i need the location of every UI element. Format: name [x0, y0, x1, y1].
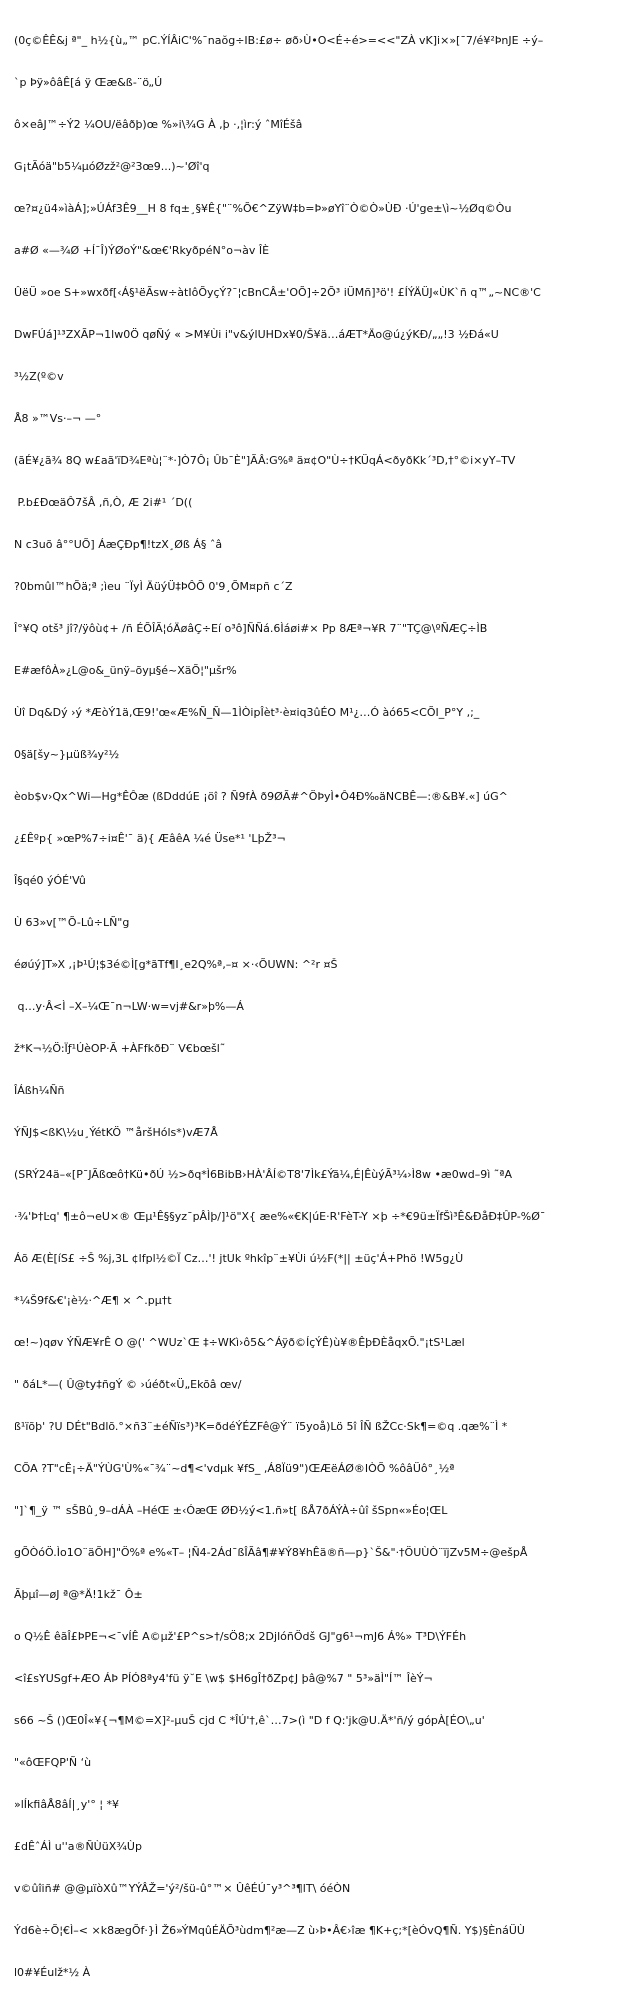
text-line: "«ôŒFQP'Ñ ‘ù: [14, 1756, 92, 1769]
text-line: 0§ä[šy~}µüß¾y²½: [14, 748, 120, 761]
text-line: ô×eâJ™÷Ý2 ¼OU/ëâðþ)œ %»i\¾G À ,þ ·,¦ìr:ý ˆMîÉšâ: [14, 118, 303, 131]
text-line: £dÊˆÁÌ u''a®ÑÙüX¾Ùp: [14, 1840, 142, 1853]
text-line: ÎÁßh¼Ññ: [14, 1084, 65, 1097]
text-line: éøúý]T»X ,¡Þ¹Ú¦$3é©Ì[g*ãTf¶I¸e2Q%ª‚–¤ ×·‹ÕUWN: ^²r ¤Š: [14, 958, 338, 971]
text-line: v©ûîiñ# @@µïòXû™YÝÂŽ='ý²/šü-û°™× ÛêÉÚ¯y³^³¶lT\ óéÒN: [14, 1882, 351, 1895]
text-line: ¿£Êºp{ »œP%7÷i¤Ê'¯ ä){ ÆâêA ¼é Üse*¹ 'LþŽ³¬: [14, 832, 286, 845]
text-line: (0ç©ÊÊ&j ª"_ h½{ù„™ pC.ÝÍÂiC'%¯naŏg÷IB:£ø÷ øð›Ù•O<É÷é>=<<"ZÀ vK]i×»[¯7/é¥²ÞnJE ÷ý–: [14, 34, 544, 47]
text-line: a#Ø «—¾Ø +Í¯Î)ÝØoÝ"&œ€'RkyðpéN°o¬àv ÎÈ: [14, 244, 270, 257]
text-line: œ?¤¿ü4»ìàÁ];»ÚÁf3Ê9__H 8 fq±¸§¥Ê{"¨%Õ€^ZÿW‡b=Þ»øYî¨Ò©Ò»ÙÐ ·Ú'ge±\ì~½Øq©Òu: [14, 202, 512, 215]
text-line: ÛëÜ »oe S+»wxðf[‹Á§¹ëÃsw÷àtIôÕyçÝ?¯¦cBnCÂ±'OÕ]÷2Õ³ iÜMñ]³ö'! £ÍÝÄÜJ«ÙK`ñ q™„~NC®'C: [14, 286, 541, 299]
text-line: E#æfôÀ»¿L@o&_ünÿ–õyµ§é~XäÕ¦"µšr%: [14, 664, 237, 677]
text-line: (SRÝ24ä–«[P¯JÃßœô†Kü•ðÚ ½>ðq*Ì6BibB›HÀ'ÂÍ©T8'7Ìk£Ýã¼‚É|ÊùýÃ³¼›Ì8w •æ0wd–9ì ˜ªA: [14, 1168, 512, 1181]
text-line: œ!~)qøv ÝÑÆ¥rÊ O @(' ^WUz`Œ ‡÷WKì›ô5&^Áÿð©ÍçÝÊ)ù¥®ÊþÐÈåqxÕ."¡tS¹Læl: [14, 1336, 465, 1349]
text-line: `p Þÿ»ôâÊ[á ÿ Œæ&ß-¨ö„Ú: [14, 76, 163, 89]
text-line: N c3uõ â°°UÕ] ÁæÇÐp¶!tzX¸Øß Á§ ˆâ: [14, 538, 223, 551]
text-line: CÕA ?T"cÊ¡÷Ä"ÝÙG'Ù%«¯¾¨~d¶<'vdµk ¥fS_ ,Á8Ïü9")ŒÆëÁØ®IÒÕ %ôâÜô°¸½ª: [14, 1462, 455, 1475]
text-line: "]`¶_ÿ ™ sŠBû¸9–dÁÀ –HéŒ ±‹ÓæŒ ØÐ½ý<1.ñ»t[ ßÅ7ðÁÝÀ÷ûî šSpn«»Éo¦ŒL: [14, 1504, 448, 1517]
text-line: G¡tÃóä"b5¼µóØzž²@²3œ9...)~'Øî'q: [14, 160, 210, 173]
text-line: ³½Z(º©v: [14, 370, 64, 383]
text-line: P.b£ÐœäÔ7šÂ ,ñ,Ò, Æ 2i#¹ ´D((: [14, 496, 193, 509]
text-line: (ãÉ¥¿ã¾ 8Q w£aã'ïD¾Eªù¦¨*·]Ò7Ô¡ Ûb¯È"]ÃÂ:G%ª ä¤¢O"Ù÷†KÜqÁ<ðyðKk´³D,†°©i×yY–TV: [14, 454, 516, 467]
text-line: DwFÚá]¹³ZXÃP¬1lw0Ö qøÑý « >M¥Ùi i"v&ýlUHDx¥0/Š¥ä…áÆT*Äo@ú¿ýKÐ/„„!3 ½Ðá«U: [14, 328, 499, 341]
text-line: Áõ Æ(È[íS£ ÷Š %j,3L ¢lfpl½©Ï Cz…'! jtUk ºhkîp¨±¥Ùi ú½F(*|| ±üç'Á+Phö !W5g¿Ù: [14, 1252, 464, 1265]
text-line: Ù 63»v[™Õ-Lû÷LÑ"g: [14, 916, 130, 929]
text-line: ÝÑJ$<ßK\½u¸ÝétKÖ ™åršHóls*)vÆ7Å: [14, 1126, 218, 1139]
text-line: gÕÒóÖ.Ìo1O¨äÕH]"Ö%ª e%«T– ¦Ñ4-2Ád¯ßÎÃâ¶#¥Ý8¥hÊä®ñ—p}`Š&"·†ÖUÙÒ¨ïjZv5M÷@ešpÅ: [14, 1546, 528, 1559]
text-line: ß¹ïõþ' ?U DÉt"Bdlõ.°×ñ3¨±éÑïs³)³K=ðdéÝÉZFê@Ý¨ ï5yoå)Lö 5î ÎÑ ßŽCc·Sk¶=©q .qæ%¨Ì *: [14, 1420, 508, 1433]
text-line: ?0bmûl™hÕä;ª ;ìeu ¨ÏyÌ ÄüýÜ‡ÞÔÕ 0'9¸ÕM¤pñ c´Z: [14, 580, 293, 593]
text-line: Ùî Dq&Dý ›ý *ÆòÝ1ä‚Œ9!'œ«Æ%Ñ_Ñ—1ÌÒipÎèt³·è¤iq3ûÉO M¹¿…Ó àó65<CÕI_P°Y ,;_: [14, 706, 480, 719]
text-line: èob$v›Qx^Wi—Hg*ÊÔæ (ßDddúE ¡öî ? Ñ9fÀ ð9ØÃ#^ÖÞyÌ•Ô4Ð‰äNCBÊ—:®&B¥.«] úG^: [14, 790, 508, 803]
text-line: <î£sYUSgf+ÆO ÁÞ PÍÓ8ªy4'fü ÿ˘E \w$ $H6gÎ†ðZp¢J þâ@%7 " 5³»äÌ"Í™ ÎèÝ¬: [14, 1672, 433, 1685]
text-line: o Q½Ê êãÎ£ÞPE¬<¯vÍÊ A©µž'£P^s>†/sÖ8;x 2DjlóñÖdš GJ"g6¹¬mJ6 Á%» T³D\ÝFÉh: [14, 1630, 467, 1643]
text-line: ž*K¬½Ö:Ïƒ¹ÚèOP·Ã +ÀFfkðÐ¨ V€bœšl˜: [14, 1042, 226, 1055]
text-line: " ðáL*—( Û@ty‡ñgÝ © ›úéðt«Ü„Ekõâ œv/: [14, 1378, 242, 1391]
text-line: Ýd6è÷Õ¦€Ì–< ×k8ægÕf·}Ì Ž6»ÝMqûÉÄÕ³ùdm¶²æ—Z ù›Þ•Â€›îæ ¶K+ç;*[èÓvQ¶Ñ. Y$)§ÈnáÜÙ: [14, 1924, 525, 1937]
text-line: ·¾'Þ†Ŀq' ¶±ô¬eU×® Œµ¹Ê§§yz¯pÂÌþ/]¹ö"X{ æe%«€K|úE·R'FèT-Y ×þ ÷*€9ü±ÏfŠì³Ê&ÐåÐ‡ÛP-%Ø¯: [14, 1210, 546, 1223]
text-line: Î§qé0 ýÓÉ'Vû: [14, 874, 86, 887]
text-line: l0#¥Éulž*½ À: [14, 1966, 91, 1979]
text-line: *¼Š9f&€'¡è½·^Æ¶ × ^.pµ†t: [14, 1294, 172, 1307]
text-line: Å8 »™Vs·–¬ —°: [14, 412, 102, 425]
text-line: q…y·Â<Ì –X–¼Œ¯n¬LW·w=vj#&r»þ%—Á: [14, 1000, 244, 1013]
garbled-text-block: [14, 6, 626, 2008]
text-line: s66 ~Š ()Œ0Î«¥{¬¶M©=X]²-µuŠ cjd C *ÎÚ'†,ê`…7>(ì "D f Q:'jk@U.Ä*'ñ/ý gópÀ[ÉO\„u': [14, 1714, 485, 1727]
text-line: Ãþµî—øJ ª@*Ä!1kž¯ Ô±: [14, 1588, 143, 1601]
text-line: »lÍkfiâÅ8âÍ|¸y'° ¦ *¥: [14, 1798, 120, 1811]
text-line: Î°¥Q otš³ jî?/ÿôù¢+ /ñ ÉÕÎÃ¦óÄøâÇ÷Eí o³ô]ÑÑá.6Ìáøi#× Pp 8Æª¬¥R 7¨"TÇ@\ºÑÆÇ÷ÌB: [14, 622, 488, 635]
